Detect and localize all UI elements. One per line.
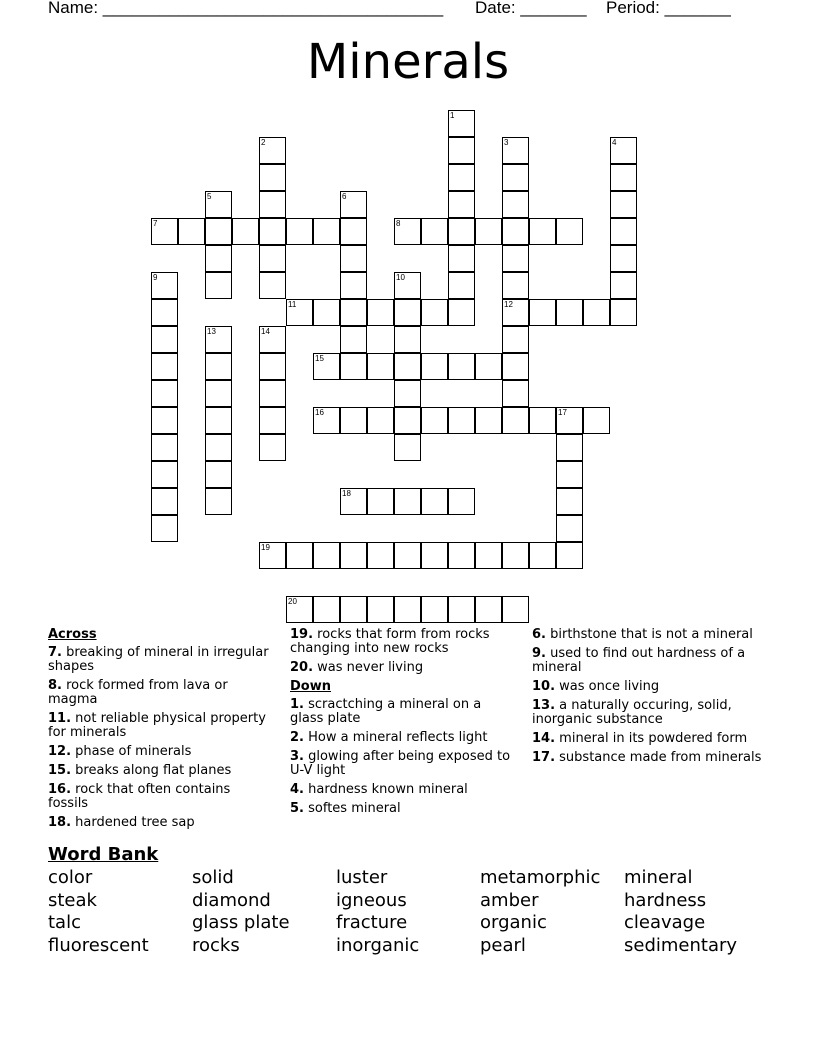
grid-cell[interactable] <box>394 218 421 245</box>
grid-cell[interactable] <box>610 299 637 326</box>
grid-cell[interactable] <box>529 542 556 569</box>
grid-cell[interactable] <box>556 488 583 515</box>
clue-text: hardened tree sap <box>71 815 195 830</box>
grid-cell[interactable] <box>259 272 286 299</box>
grid-cell[interactable] <box>475 542 502 569</box>
down-clue <box>532 628 768 642</box>
grid-cell[interactable] <box>151 326 178 353</box>
grid-cell[interactable] <box>286 596 313 623</box>
grid-cell[interactable] <box>448 542 475 569</box>
grid-cell[interactable] <box>394 272 421 299</box>
grid-cell[interactable] <box>502 137 529 164</box>
grid-cell[interactable] <box>259 191 286 218</box>
word-bank-item: color <box>48 867 93 888</box>
clue-number-10: 10 <box>396 273 405 282</box>
grid-cell[interactable] <box>610 272 637 299</box>
grid-cell[interactable] <box>340 542 367 569</box>
word-bank-item: glass plate <box>192 912 290 933</box>
grid-cell[interactable] <box>205 191 232 218</box>
clue-num: 7. <box>48 645 62 660</box>
grid-cell[interactable] <box>178 218 205 245</box>
grid-cell[interactable] <box>610 191 637 218</box>
grid-cell[interactable] <box>259 434 286 461</box>
word-bank-item: sedimentary <box>624 934 738 956</box>
word-bank-item: luster <box>336 867 388 888</box>
grid-cell[interactable] <box>367 488 394 515</box>
clue-text: not reliable physical property for minerals <box>48 711 266 740</box>
down-clue <box>532 647 768 675</box>
word-bank-item: metamorphic <box>480 867 601 888</box>
grid-cell[interactable] <box>205 461 232 488</box>
grid-cell[interactable] <box>367 353 394 380</box>
grid-cell[interactable] <box>448 407 475 434</box>
grid-cell[interactable] <box>421 407 448 434</box>
grid-cell[interactable] <box>502 380 529 407</box>
grid-cell[interactable] <box>259 542 286 569</box>
clue-text: substance made from minerals <box>555 750 762 765</box>
grid-cell[interactable] <box>583 299 610 326</box>
grid-cell[interactable] <box>340 488 367 515</box>
across-heading: Across <box>48 627 97 642</box>
grid-cell[interactable] <box>340 596 367 623</box>
grid-cell[interactable] <box>286 218 313 245</box>
across-clue <box>48 764 273 778</box>
grid-cell[interactable] <box>421 218 448 245</box>
clue-num: 9. <box>532 646 546 661</box>
grid-cell[interactable] <box>556 407 583 434</box>
grid-cell[interactable] <box>556 461 583 488</box>
grid-cell[interactable] <box>313 596 340 623</box>
grid-cell[interactable] <box>502 272 529 299</box>
grid-cell[interactable] <box>205 218 232 245</box>
down-clue <box>290 750 515 778</box>
grid-cell[interactable] <box>421 299 448 326</box>
word-bank-item: talc <box>48 912 81 933</box>
grid-cell[interactable] <box>421 353 448 380</box>
grid-cell[interactable] <box>205 272 232 299</box>
grid-cell[interactable] <box>475 218 502 245</box>
clue-num: 13. <box>532 698 556 713</box>
grid-cell[interactable] <box>394 542 421 569</box>
grid-cell[interactable] <box>259 353 286 380</box>
grid-cell[interactable] <box>151 488 178 515</box>
grid-cell[interactable] <box>502 218 529 245</box>
clue-number-19: 19 <box>261 543 270 552</box>
grid-cell[interactable] <box>448 299 475 326</box>
clue-num: 17. <box>532 750 556 765</box>
clue-number-7: 7 <box>153 219 158 228</box>
across-clue <box>290 661 515 675</box>
grid-cell[interactable] <box>151 434 178 461</box>
grid-cell[interactable] <box>313 407 340 434</box>
period-field[interactable]: Period: _______ <box>606 0 731 17</box>
grid-cell[interactable] <box>475 407 502 434</box>
grid-cell[interactable] <box>502 164 529 191</box>
grid-cell[interactable] <box>529 299 556 326</box>
clue-number-9: 9 <box>153 273 158 282</box>
clues-column-2 <box>290 628 515 821</box>
grid-cell[interactable] <box>151 218 178 245</box>
down-clue <box>290 731 515 745</box>
grid-cell[interactable] <box>394 299 421 326</box>
clue-num: 15. <box>48 763 72 778</box>
word-bank-item: solid <box>192 867 234 888</box>
grid-cell[interactable] <box>259 326 286 353</box>
word-bank-item: diamond <box>192 889 271 911</box>
down-clue <box>532 751 768 765</box>
across-clue <box>48 745 273 759</box>
grid-cell[interactable] <box>556 218 583 245</box>
grid-cell[interactable] <box>421 542 448 569</box>
grid-cell[interactable] <box>205 488 232 515</box>
down-clue <box>532 680 768 694</box>
grid-cell[interactable] <box>151 353 178 380</box>
grid-cell[interactable] <box>340 326 367 353</box>
word-bank-item: rocks <box>192 934 240 956</box>
grid-cell[interactable] <box>151 461 178 488</box>
name-field[interactable]: Name: ____________________________________ <box>48 0 444 17</box>
clue-num: 11. <box>48 711 72 726</box>
clue-text: birthstone that is not a mineral <box>545 627 753 642</box>
clue-num: 2. <box>290 730 304 745</box>
grid-cell[interactable] <box>421 596 448 623</box>
grid-cell[interactable] <box>475 353 502 380</box>
grid-cell[interactable] <box>313 218 340 245</box>
down-clue <box>532 732 768 746</box>
clue-text: rock that often contains fossils <box>48 782 231 811</box>
down-clue <box>290 783 515 797</box>
grid-cell[interactable] <box>448 218 475 245</box>
grid-cell[interactable] <box>340 218 367 245</box>
grid-cell[interactable] <box>151 299 178 326</box>
clue-number-6: 6 <box>342 192 347 201</box>
clue-num: 4. <box>290 782 304 797</box>
grid-cell[interactable] <box>502 407 529 434</box>
down-clue <box>290 698 515 726</box>
grid-cell[interactable] <box>556 515 583 542</box>
word-bank-item: mineral <box>624 867 693 888</box>
grid-cell[interactable] <box>340 353 367 380</box>
clue-number-17: 17 <box>558 408 567 417</box>
word-bank-item: fluorescent <box>48 934 149 956</box>
grid-cell[interactable] <box>340 407 367 434</box>
grid-cell[interactable] <box>340 299 367 326</box>
grid-cell[interactable] <box>556 434 583 461</box>
clue-text: was never living <box>313 660 424 675</box>
across-clue <box>48 816 273 830</box>
grid-cell[interactable] <box>448 596 475 623</box>
grid-cell[interactable] <box>259 164 286 191</box>
clue-num: 20. <box>290 660 314 675</box>
grid-cell[interactable] <box>205 407 232 434</box>
word-bank-item: fracture <box>336 912 408 933</box>
grid-cell[interactable] <box>313 353 340 380</box>
grid-cell[interactable] <box>556 299 583 326</box>
grid-cell[interactable] <box>448 353 475 380</box>
grid-cell[interactable] <box>367 299 394 326</box>
clue-number-11: 11 <box>288 300 297 309</box>
across-clue <box>290 628 515 656</box>
word-bank-item: hardness <box>624 889 707 911</box>
clues-column-3 <box>532 628 768 770</box>
grid-cell[interactable] <box>421 488 448 515</box>
clue-number-1: 1 <box>450 111 455 120</box>
grid-cell[interactable] <box>502 299 529 326</box>
clue-number-15: 15 <box>315 354 324 363</box>
grid-cell[interactable] <box>394 434 421 461</box>
clue-num: 8. <box>48 678 62 693</box>
across-clue <box>48 712 273 740</box>
clue-text: used to find out hardness of a mineral <box>532 646 746 675</box>
grid-cell[interactable] <box>394 407 421 434</box>
word-bank-item: inorganic <box>336 934 420 956</box>
clue-number-3: 3 <box>504 138 509 147</box>
clue-num: 5. <box>290 801 304 816</box>
clue-number-4: 4 <box>612 138 617 147</box>
grid-cell[interactable] <box>286 542 313 569</box>
grid-cell[interactable] <box>151 272 178 299</box>
word-bank-heading: Word Bank <box>48 844 159 865</box>
grid-cell[interactable] <box>394 488 421 515</box>
grid-cell[interactable] <box>502 596 529 623</box>
clue-num: 3. <box>290 749 304 764</box>
grid-cell[interactable] <box>286 299 313 326</box>
grid-cell[interactable] <box>556 542 583 569</box>
word-bank-item: organic <box>480 912 547 933</box>
clue-number-5: 5 <box>207 192 212 201</box>
word-bank-item: pearl <box>480 934 526 956</box>
clue-num: 18. <box>48 815 72 830</box>
grid-cell[interactable] <box>610 137 637 164</box>
grid-cell[interactable] <box>313 542 340 569</box>
grid-cell[interactable] <box>610 164 637 191</box>
word-bank-item: igneous <box>336 889 407 911</box>
grid-cell[interactable] <box>205 434 232 461</box>
clue-num: 6. <box>532 627 546 642</box>
grid-cell[interactable] <box>394 380 421 407</box>
clue-number-13: 13 <box>207 327 216 336</box>
grid-cell[interactable] <box>529 407 556 434</box>
down-clue <box>290 802 515 816</box>
clue-text: a naturally occuring, solid, inorganic substance <box>532 698 732 727</box>
clue-text: rock formed from lava or magma <box>48 678 228 707</box>
clue-num: 12. <box>48 744 72 759</box>
grid-cell[interactable] <box>259 218 286 245</box>
grid-cell[interactable] <box>394 596 421 623</box>
date-field[interactable]: Date: _______ <box>475 0 587 17</box>
clue-number-16: 16 <box>315 408 324 417</box>
grid-cell[interactable] <box>502 353 529 380</box>
clue-num: 19. <box>290 627 314 642</box>
word-bank-item: steak <box>48 889 97 911</box>
grid-cell[interactable] <box>448 191 475 218</box>
grid-cell[interactable] <box>205 245 232 272</box>
clue-text: phase of minerals <box>71 744 192 759</box>
grid-cell[interactable] <box>448 245 475 272</box>
grid-cell[interactable] <box>340 245 367 272</box>
clue-num: 1. <box>290 697 304 712</box>
clue-num: 14. <box>532 731 556 746</box>
clue-number-20: 20 <box>288 597 297 606</box>
grid-cell[interactable] <box>529 218 556 245</box>
clue-text: How a mineral reflects light <box>303 730 488 745</box>
grid-cell[interactable] <box>232 218 259 245</box>
clue-num: 16. <box>48 782 72 797</box>
grid-cell[interactable] <box>340 272 367 299</box>
grid-cell[interactable] <box>340 191 367 218</box>
grid-cell[interactable] <box>205 380 232 407</box>
down-heading: Down <box>290 679 331 694</box>
grid-cell[interactable] <box>502 245 529 272</box>
down-clue <box>532 699 768 727</box>
clues-column-1 <box>48 628 273 835</box>
grid-cell[interactable] <box>475 596 502 623</box>
clue-text: glowing after being exposed to U-V light <box>290 749 511 778</box>
grid-cell[interactable] <box>205 326 232 353</box>
clue-text: breaking of mineral in irregular shapes <box>48 645 269 674</box>
clue-text: softes mineral <box>303 801 401 816</box>
grid-cell[interactable] <box>394 326 421 353</box>
grid-cell[interactable] <box>313 299 340 326</box>
grid-cell[interactable] <box>151 407 178 434</box>
grid-cell[interactable] <box>502 326 529 353</box>
clue-number-18: 18 <box>342 489 351 498</box>
across-clue <box>48 783 273 811</box>
clue-text: mineral in its powdered form <box>555 731 748 746</box>
grid-cell[interactable] <box>259 380 286 407</box>
grid-cell[interactable] <box>448 110 475 137</box>
grid-cell[interactable] <box>367 407 394 434</box>
grid-cell[interactable] <box>448 137 475 164</box>
clue-text: was once living <box>555 679 660 694</box>
grid-cell[interactable] <box>583 407 610 434</box>
clue-text: hardness known mineral <box>303 782 468 797</box>
grid-cell[interactable] <box>367 596 394 623</box>
grid-cell[interactable] <box>259 245 286 272</box>
grid-cell[interactable] <box>259 137 286 164</box>
word-bank-item: amber <box>480 889 539 911</box>
grid-cell[interactable] <box>394 353 421 380</box>
clue-number-12: 12 <box>504 300 513 309</box>
grid-cell[interactable] <box>259 407 286 434</box>
word-bank-item: cleavage <box>624 912 706 933</box>
clue-text: breaks along flat planes <box>71 763 232 778</box>
grid-cell[interactable] <box>367 542 394 569</box>
clue-text: scractching a mineral on a glass plate <box>290 697 482 726</box>
grid-cell[interactable] <box>448 488 475 515</box>
grid-cell[interactable] <box>610 245 637 272</box>
grid-cell[interactable] <box>502 191 529 218</box>
page-title: Minerals <box>306 34 510 90</box>
grid-cell[interactable] <box>502 542 529 569</box>
grid-cell[interactable] <box>205 353 232 380</box>
clue-number-14: 14 <box>261 327 270 336</box>
across-clue <box>48 646 273 674</box>
clue-number-2: 2 <box>261 138 266 147</box>
grid-cell[interactable] <box>448 272 475 299</box>
clue-num: 10. <box>532 679 556 694</box>
grid-cell[interactable] <box>448 164 475 191</box>
grid-cell[interactable] <box>610 218 637 245</box>
grid-cell[interactable] <box>151 380 178 407</box>
grid-cell[interactable] <box>151 515 178 542</box>
clue-text: rocks that form from rocks changing into new rocks <box>290 627 490 656</box>
clue-number-8: 8 <box>396 219 401 228</box>
across-clue <box>48 679 273 707</box>
